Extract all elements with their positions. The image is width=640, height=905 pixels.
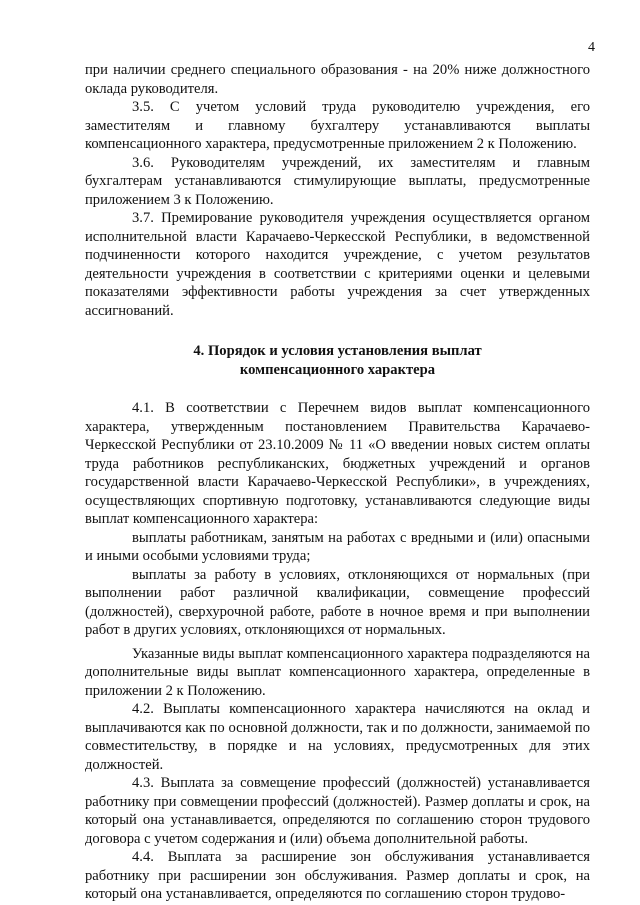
paragraph-continuation: при наличии среднего специального образования - на 20% ниже должностного оклада руководителя. [85,62,590,97]
paragraph-additional-types: Указанные виды выплат компенсационного характера подразделяются на дополнительные виды выплат компенсационного характера, определенные в приложении 2 к Положению. [85,645,590,699]
paragraph-3-5: 3.5. С учетом условий труда руководителю учреждения, его заместителям и главному бухгалтеру устанавливаются выплаты компенсационного характера, предусмотренные приложением 2 к Положению. [85,99,590,152]
paragraph-4-1: 4.1. В соответствии с Перечнем видов выплат компенсационного характера, утвержденным постановлением Правительства Карачаево-Черкесской Республики от 23.10.2009 № 11 «О введении новых систем оплаты труда работников республиканских, бюджетных учреждений и органов государственной власти Карачаево-Черкесской Республики», в учреждениях, осуществляющих спортивную подготовку, устанавливаются следующие виды выплат компенсационного характера: [85,400,590,527]
paragraph-3-7: 3.7. Премирование руководителя учреждения осуществляется органом исполнительной власти Карачаево-Черкесской Республики, в ведомственной подчиненности которого находится учреждение, с учетом результатов деятельности учреждения в соответствии с критериями оценки и целевыми показателями эффективности работы учреждения за счет утвержденных ассигнований. [85,210,590,319]
paragraph-4-2: 4.2. Выплаты компенсационного характера начисляются на оклад и выплачиваются как по основной должности, так и по должности, занимаемой по совместительству, в порядке и на условиях, предусмотренных для этих должностей. [85,701,590,773]
list-item-harmful-conditions: выплаты работникам, занятым на работах с вредными и (или) опасными и иными особыми условиями труда; [85,529,590,564]
section-heading-line-2: компенсационного характера [239,361,436,378]
page-number: 4 [588,40,595,55]
paragraph-4-4: 4.4. Выплата за расширение зон обслуживания устанавливается работнику при расширении зон обслуживания. Размер доплаты и срок, на который она устанавливается, определяются по соглашению сторон трудово- [85,849,590,902]
list-item-deviating-conditions: выплаты за работу в условиях, отклоняющихся от нормальных (при выполнении работ различной квалификации, совмещение профессий (должностей), сверхурочной работе, работе в ночное время и при выполнении работ в других условиях, отклоняющихся от нормальных. [85,566,590,638]
document-body [85,61,590,904]
section-heading [85,342,590,379]
paragraph-4-3: 4.3. Выплата за совмещение профессий (должностей) устанавливается работнику при совмещении профессий (должностей). Размер доплаты и срок, на который она устанавливается, определяются по соглашению сторон трудового договора с учетом содержания и (или) объема дополнительной работы. [85,775,590,847]
section-heading-line-1: 4. Порядок и условия установления выплат [193,343,482,359]
paragraph-3-6: 3.6. Руководителям учреждений, их заместителям и главным бухгалтерам устанавливаются стимулирующие выплаты, предусмотренные приложением 3 к Положению. [85,154,590,208]
